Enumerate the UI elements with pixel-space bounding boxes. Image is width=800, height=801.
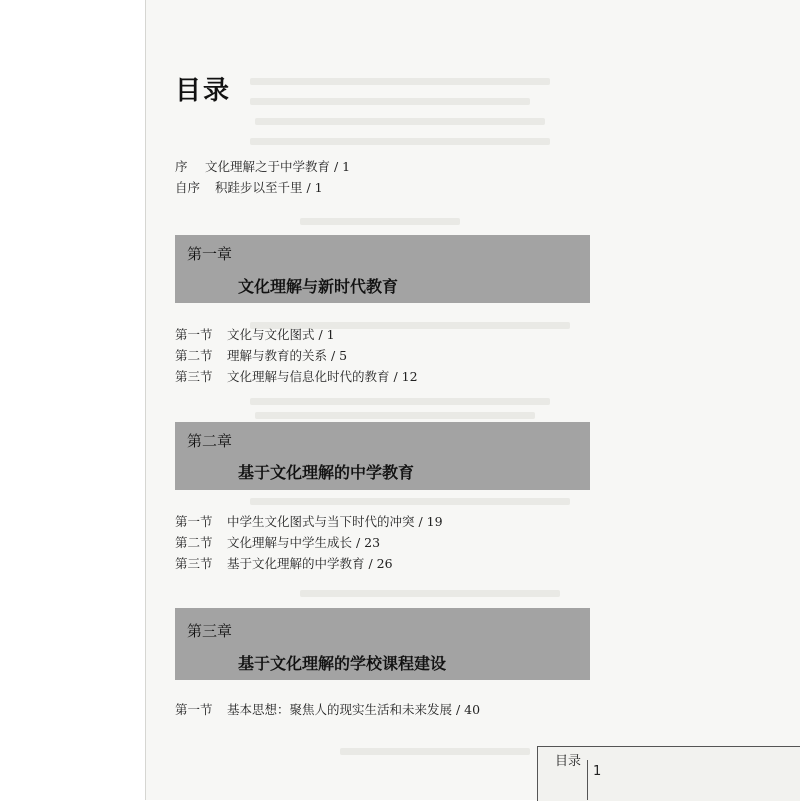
toc-entry-text: 理解与教育的关系 / 5 [226, 348, 348, 363]
toc-entry-label: 第二节 [175, 348, 213, 363]
chapter-heading-2[interactable] [175, 422, 590, 490]
chapter-number: 第一章 [187, 245, 233, 263]
toc-entry-label: 序 [175, 159, 188, 174]
toc-entry-text: 积跬步以至千里 / 1 [214, 180, 323, 195]
chapter-heading-3[interactable] [175, 608, 590, 680]
toc-entry-text: 文化理解与信息化时代的教育 / 12 [226, 369, 418, 384]
toc-entry-label: 第三节 [175, 369, 213, 384]
toc-entry-text: 文化理解之于中学教育 / 1 [204, 159, 351, 174]
bleed-through-line [250, 78, 550, 85]
footer-section-label: 目录 [555, 754, 582, 769]
toc-entry-label: 第一节 [175, 702, 213, 717]
footer-divider [587, 760, 588, 800]
toc-entry-section[interactable] [175, 533, 380, 551]
page-number: 1 [593, 764, 602, 779]
toc-entry-author-preface[interactable] [175, 178, 323, 196]
toc-entry-label: 自序 [175, 180, 201, 195]
bleed-through-line [250, 398, 550, 405]
bleed-through-line [300, 218, 460, 225]
toc-entry-text: 中学生文化图式与当下时代的冲突 / 19 [226, 514, 443, 529]
chapter-title: 文化理解与新时代教育 [238, 277, 399, 296]
toc-entry-label: 第三节 [175, 556, 213, 571]
chapter-heading-1[interactable] [175, 235, 590, 303]
chapter-title: 基于文化理解的中学教育 [238, 463, 415, 482]
toc-entry-section[interactable] [175, 700, 480, 718]
toc-entry-label: 第二节 [175, 535, 213, 550]
chapter-title: 基于文化理解的学校课程建设 [238, 654, 447, 673]
bleed-through-line [250, 138, 550, 145]
toc-entry-section[interactable] [175, 367, 418, 385]
toc-entry-preface[interactable] [175, 157, 350, 175]
toc-entry-section[interactable] [175, 554, 393, 572]
chapter-number: 第二章 [187, 432, 233, 450]
bleed-through-line [340, 748, 530, 755]
bleed-through-line [255, 412, 535, 419]
toc-entry-label: 第一节 [175, 514, 213, 529]
bleed-through-line [250, 98, 530, 105]
bleed-through-line [300, 590, 560, 597]
toc-entry-section[interactable] [175, 325, 335, 343]
toc-entry-text: 文化理解与中学生成长 / 23 [226, 535, 381, 550]
chapter-number: 第三章 [187, 622, 233, 640]
page-title: 目录 [175, 76, 232, 106]
toc-entry-text: 基于文化理解的中学教育 / 26 [226, 556, 393, 571]
toc-entry-section[interactable] [175, 346, 347, 364]
toc-entry-text: 文化与文化图式 / 1 [226, 327, 335, 342]
bleed-through-line [255, 118, 545, 125]
bleed-through-line [250, 498, 570, 505]
toc-entry-text: 基本思想：聚焦人的现实生活和未来发展 / 40 [226, 702, 481, 717]
toc-entry-label: 第一节 [175, 327, 213, 342]
toc-entry-section[interactable] [175, 512, 443, 530]
